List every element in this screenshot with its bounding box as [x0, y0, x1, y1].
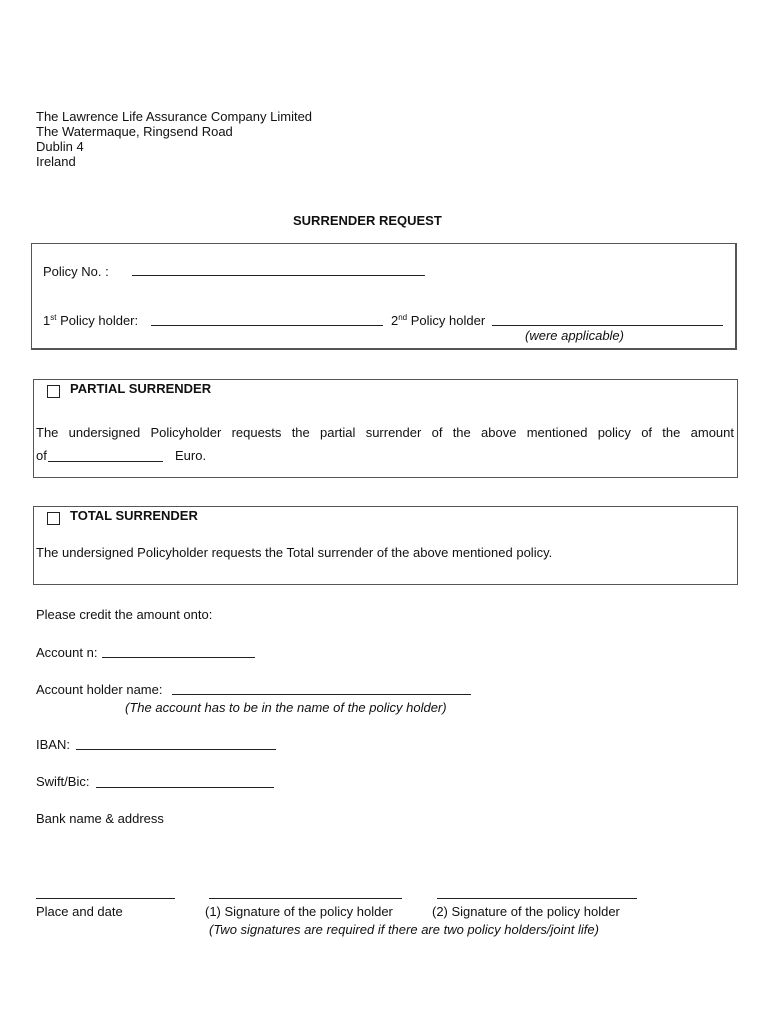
holder2-note: (were applicable): [525, 328, 624, 343]
swift-label: Swift/Bic:: [36, 774, 90, 789]
account-number-field[interactable]: [102, 657, 255, 658]
partial-surrender-checkbox[interactable]: [47, 385, 60, 398]
holder1-label: 1st Policy holder:: [43, 313, 139, 328]
address-line-4: Ireland: [36, 154, 76, 169]
iban-field[interactable]: [76, 749, 276, 750]
account-holder-note: (The account has to be in the name of the policy holder): [125, 700, 447, 715]
holder2-field[interactable]: [492, 325, 723, 326]
iban-label: IBAN:: [36, 737, 70, 752]
place-date-label: Place and date: [36, 904, 123, 919]
account-holder-label: Account holder name:: [36, 682, 163, 697]
policy-details-box: [31, 243, 737, 350]
total-surrender-title: TOTAL SURRENDER: [70, 508, 198, 523]
signature-2-label: (2) Signature of the policy holder: [432, 904, 620, 919]
swift-field[interactable]: [96, 787, 274, 788]
total-surrender-text: The undersigned Policyholder requests the Total surrender of the above mentioned policy.: [36, 545, 553, 560]
account-holder-field[interactable]: [172, 694, 471, 695]
partial-surrender-title: PARTIAL SURRENDER: [70, 381, 212, 396]
policy-no-label: Policy No. :: [43, 264, 109, 279]
partial-of-label: of: [36, 448, 47, 463]
euro-label: Euro.: [175, 448, 207, 463]
address-line-3: Dublin 4: [36, 139, 84, 154]
place-date-field[interactable]: [36, 898, 175, 899]
bank-name-label: Bank name & address: [36, 811, 164, 826]
form-title: SURRENDER REQUEST: [293, 213, 442, 228]
policy-no-field[interactable]: [132, 275, 425, 276]
total-surrender-checkbox[interactable]: [47, 512, 60, 525]
signature-2-field[interactable]: [437, 898, 637, 899]
address-line-2: The Watermaque, Ringsend Road: [36, 124, 233, 139]
signature-note: (Two signatures are required if there are two policy holders/joint life): [209, 922, 599, 937]
credit-intro: Please credit the amount onto:: [36, 607, 213, 622]
signature-1-field[interactable]: [209, 898, 402, 899]
account-number-label: Account n:: [36, 645, 98, 660]
address-line-1: The Lawrence Life Assurance Company Limited: [36, 109, 313, 124]
partial-amount-field[interactable]: [48, 461, 163, 462]
holder2-label: 2nd Policy holder: [391, 313, 486, 328]
partial-surrender-text: The undersigned Policyholder requests the partial surrender of the above mentioned policy of the amount: [36, 425, 734, 440]
signature-1-label: (1) Signature of the policy holder: [205, 904, 393, 919]
holder1-field[interactable]: [151, 325, 383, 326]
